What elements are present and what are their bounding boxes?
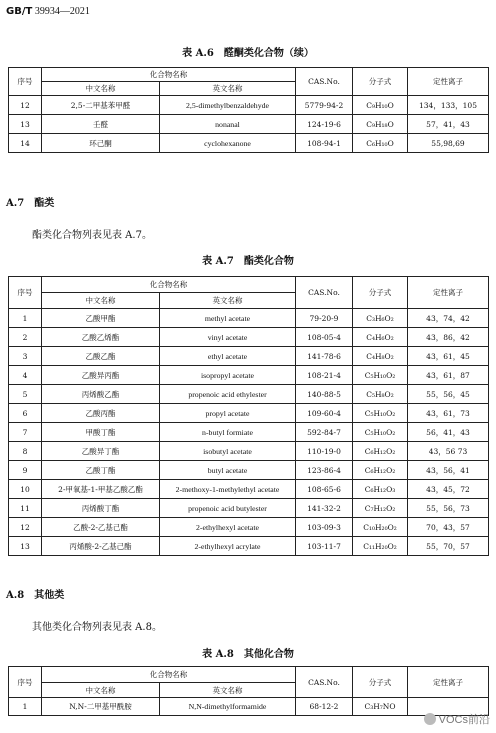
header-cas: CAS.No. bbox=[296, 667, 353, 698]
table-row bbox=[9, 309, 489, 328]
cell-cas: 123-86-4 bbox=[296, 461, 353, 480]
cell-cn: 丙烯酸乙酯 bbox=[42, 385, 160, 404]
cell-no: 9 bbox=[9, 461, 42, 480]
cell-ions: 134，133，105 bbox=[408, 96, 489, 115]
cell-en: n-butyl formiate bbox=[160, 423, 296, 442]
header-cas: CAS.No. bbox=[296, 68, 353, 96]
cell-ions: 43，74，42 bbox=[408, 309, 489, 328]
cell-no: 5 bbox=[9, 385, 42, 404]
cell-cn: 2-甲氧基-1-甲基乙酸乙酯 bbox=[42, 480, 160, 499]
cell-formula: C₅H₈O₂ bbox=[353, 385, 408, 404]
cell-cn: N,N-二甲基甲酰胺 bbox=[42, 698, 160, 716]
cell-cn: 乙酸乙酯 bbox=[42, 347, 160, 366]
cell-en: propenoic acid ethylester bbox=[160, 385, 296, 404]
cell-no: 13 bbox=[9, 115, 42, 134]
cell-en: 2-ethylhexyl acetate bbox=[160, 518, 296, 537]
cell-formula: C₆H₁₀O bbox=[353, 134, 408, 153]
cell-ions: 57，41，43 bbox=[408, 115, 489, 134]
cell-ions: 43，45，72 bbox=[408, 480, 489, 499]
header-formula: 分子式 bbox=[353, 667, 408, 698]
cell-formula: C₆H₁₂O₂ bbox=[353, 461, 408, 480]
cell-cas: 79-20-9 bbox=[296, 309, 353, 328]
wechat-icon bbox=[424, 713, 436, 725]
header-no: 序号 bbox=[9, 277, 42, 309]
header-cn-name: 中文名称 bbox=[42, 683, 160, 698]
cell-formula: C₄H₆O₂ bbox=[353, 328, 408, 347]
table-row bbox=[9, 461, 489, 480]
header-no: 序号 bbox=[9, 667, 42, 698]
cell-cas: 124-19-6 bbox=[296, 115, 353, 134]
cell-no: 8 bbox=[9, 442, 42, 461]
table-a7 bbox=[8, 276, 489, 556]
cell-cn: 丙烯酸丁酯 bbox=[42, 499, 160, 518]
cell-en: methyl acetate bbox=[160, 309, 296, 328]
cell-cn: 2,5-二甲基苯甲醛 bbox=[42, 96, 160, 115]
cell-en: vinyl acetate bbox=[160, 328, 296, 347]
cell-cn: 乙酸乙烯酯 bbox=[42, 328, 160, 347]
table-a6 bbox=[8, 67, 489, 153]
header-en-name: 英文名称 bbox=[160, 683, 296, 698]
cell-cas: 109-60-4 bbox=[296, 404, 353, 423]
header-compound-name: 化合物名称 bbox=[42, 667, 296, 683]
table-a7-title: 表 A.7 酯类化合物 bbox=[202, 256, 294, 267]
cell-en: 2,5-dimethylbenzaldehyde bbox=[160, 96, 296, 115]
cell-ions: 43，61，87 bbox=[408, 366, 489, 385]
cell-formula: C₄H₈O₂ bbox=[353, 347, 408, 366]
cell-no: 2 bbox=[9, 328, 42, 347]
cell-cn: 乙酸丁酯 bbox=[42, 461, 160, 480]
cell-formula: C₅H₁₀O₂ bbox=[353, 404, 408, 423]
cell-formula: C₁₁H₂₀O₂ bbox=[353, 537, 408, 556]
cell-no: 14 bbox=[9, 134, 42, 153]
cell-ions: 43，61，73 bbox=[408, 404, 489, 423]
cell-ions: 56，41，43 bbox=[408, 423, 489, 442]
header-compound-name: 化合物名称 bbox=[42, 68, 296, 82]
header-no: 序号 bbox=[9, 68, 42, 96]
cell-formula: C₃H₆O₂ bbox=[353, 309, 408, 328]
cell-no: 1 bbox=[9, 698, 42, 716]
cell-en: 2-ethylhexyl acrylate bbox=[160, 537, 296, 556]
cell-formula: C₅H₁₀O₂ bbox=[353, 366, 408, 385]
cell-cas: 68-12-2 bbox=[296, 698, 353, 716]
watermark bbox=[424, 711, 490, 727]
table-row bbox=[9, 366, 489, 385]
cell-no: 3 bbox=[9, 347, 42, 366]
cell-ions: 43，56 73 bbox=[408, 442, 489, 461]
cell-ions: 70，43，57 bbox=[408, 518, 489, 537]
table-row bbox=[9, 537, 489, 556]
cell-en: ethyl acetate bbox=[160, 347, 296, 366]
cell-cn: 乙酸异丙酯 bbox=[42, 366, 160, 385]
cell-formula: C₆H₁₂O₃ bbox=[353, 480, 408, 499]
cell-ions: 55，56，45 bbox=[408, 385, 489, 404]
cell-no: 10 bbox=[9, 480, 42, 499]
table-row bbox=[9, 423, 489, 442]
header-ions: 定性离子 bbox=[408, 667, 489, 698]
cell-cn: 壬醛 bbox=[42, 115, 160, 134]
cell-formula: C₇H₁₂O₂ bbox=[353, 499, 408, 518]
cell-cn: 甲酸丁酯 bbox=[42, 423, 160, 442]
section-a8-text: 其他类化合物列表见表 A.8。 bbox=[32, 622, 162, 633]
cell-ions: 55，70，57 bbox=[408, 537, 489, 556]
cell-cn: 丙烯酸-2-乙基己酯 bbox=[42, 537, 160, 556]
cell-cas: 140-88-5 bbox=[296, 385, 353, 404]
cell-en: butyl acetate bbox=[160, 461, 296, 480]
cell-no: 12 bbox=[9, 518, 42, 537]
cell-ions: 43，61，45 bbox=[408, 347, 489, 366]
cell-cn: 乙酸-2-乙基己酯 bbox=[42, 518, 160, 537]
header-cn-name: 中文名称 bbox=[42, 293, 160, 309]
table-row bbox=[9, 134, 489, 153]
cell-no: 1 bbox=[9, 309, 42, 328]
table-row bbox=[9, 347, 489, 366]
cell-no: 13 bbox=[9, 537, 42, 556]
cell-formula: C₁₀H₂₀O₂ bbox=[353, 518, 408, 537]
cell-cn: 乙酸丙酯 bbox=[42, 404, 160, 423]
cell-cas: 103-09-3 bbox=[296, 518, 353, 537]
table-a8 bbox=[8, 666, 489, 716]
cell-formula: C₅H₁₀O₂ bbox=[353, 423, 408, 442]
table-row bbox=[9, 499, 489, 518]
cell-cas: 103-11-7 bbox=[296, 537, 353, 556]
cell-ions: 43，86，42 bbox=[408, 328, 489, 347]
cell-no: 6 bbox=[9, 404, 42, 423]
header-cas: CAS.No. bbox=[296, 277, 353, 309]
cell-formula: C₆H₁₂O₂ bbox=[353, 442, 408, 461]
header-formula: 分子式 bbox=[353, 277, 408, 309]
table-row bbox=[9, 385, 489, 404]
header-ions: 定性离子 bbox=[408, 68, 489, 96]
table-a8-title: 表 A.8 其他化合物 bbox=[202, 649, 294, 660]
cell-cas: 141-78-6 bbox=[296, 347, 353, 366]
cell-en: isobutyl acetate bbox=[160, 442, 296, 461]
cell-no: 11 bbox=[9, 499, 42, 518]
cell-ions: 55，56，73 bbox=[408, 499, 489, 518]
cell-cas: 108-05-4 bbox=[296, 328, 353, 347]
cell-cn: 乙酸甲酯 bbox=[42, 309, 160, 328]
header-en-name: 英文名称 bbox=[160, 82, 296, 96]
cell-no: 4 bbox=[9, 366, 42, 385]
header-ions: 定性离子 bbox=[408, 277, 489, 309]
table-a6-title: 表 A.6 醛酮类化合物（续） bbox=[182, 48, 314, 59]
header-cn-name: 中文名称 bbox=[42, 82, 160, 96]
table-row bbox=[9, 698, 489, 716]
cell-cas: 592-84-7 bbox=[296, 423, 353, 442]
cell-cas: 141-32-2 bbox=[296, 499, 353, 518]
header-en-name: 英文名称 bbox=[160, 293, 296, 309]
cell-no: 7 bbox=[9, 423, 42, 442]
header-compound-name: 化合物名称 bbox=[42, 277, 296, 293]
watermark-text: VOCs前沿 bbox=[438, 714, 490, 726]
cell-en: nonanal bbox=[160, 115, 296, 134]
table-row bbox=[9, 328, 489, 347]
cell-ions: 43，56，41 bbox=[408, 461, 489, 480]
cell-cas: 108-21-4 bbox=[296, 366, 353, 385]
table-row bbox=[9, 404, 489, 423]
table-row bbox=[9, 518, 489, 537]
standard-code: GB/T 39934—2021 bbox=[6, 6, 90, 17]
cell-en: cyclohexanone bbox=[160, 134, 296, 153]
cell-en: propenoic acid butylester bbox=[160, 499, 296, 518]
cell-cas: 110-19-0 bbox=[296, 442, 353, 461]
table-row bbox=[9, 96, 489, 115]
cell-en: isopropyl acetate bbox=[160, 366, 296, 385]
table-row bbox=[9, 480, 489, 499]
cell-ions: 55,98,69 bbox=[408, 134, 489, 153]
cell-formula: C₉H₁₀O bbox=[353, 96, 408, 115]
section-a7-title: A.7 酯类 bbox=[6, 198, 55, 209]
section-a8-title: A.8 其他类 bbox=[6, 590, 65, 601]
cell-formula: C₉H₁₈O bbox=[353, 115, 408, 134]
table-row bbox=[9, 442, 489, 461]
cell-cas: 108-94-1 bbox=[296, 134, 353, 153]
cell-en: propyl acetate bbox=[160, 404, 296, 423]
cell-no: 12 bbox=[9, 96, 42, 115]
header-formula: 分子式 bbox=[353, 68, 408, 96]
cell-formula: C₃H₇NO bbox=[353, 698, 408, 716]
cell-cas: 5779-94-2 bbox=[296, 96, 353, 115]
cell-cas: 108-65-6 bbox=[296, 480, 353, 499]
table-row bbox=[9, 115, 489, 134]
section-a7-text: 酯类化合物列表见表 A.7。 bbox=[32, 230, 152, 241]
cell-en: 2-methoxy-1-methylethyl acetate bbox=[160, 480, 296, 499]
cell-cn: 环己酮 bbox=[42, 134, 160, 153]
cell-cn: 乙酸异丁酯 bbox=[42, 442, 160, 461]
cell-en: N,N-dimethylformamide bbox=[160, 698, 296, 716]
